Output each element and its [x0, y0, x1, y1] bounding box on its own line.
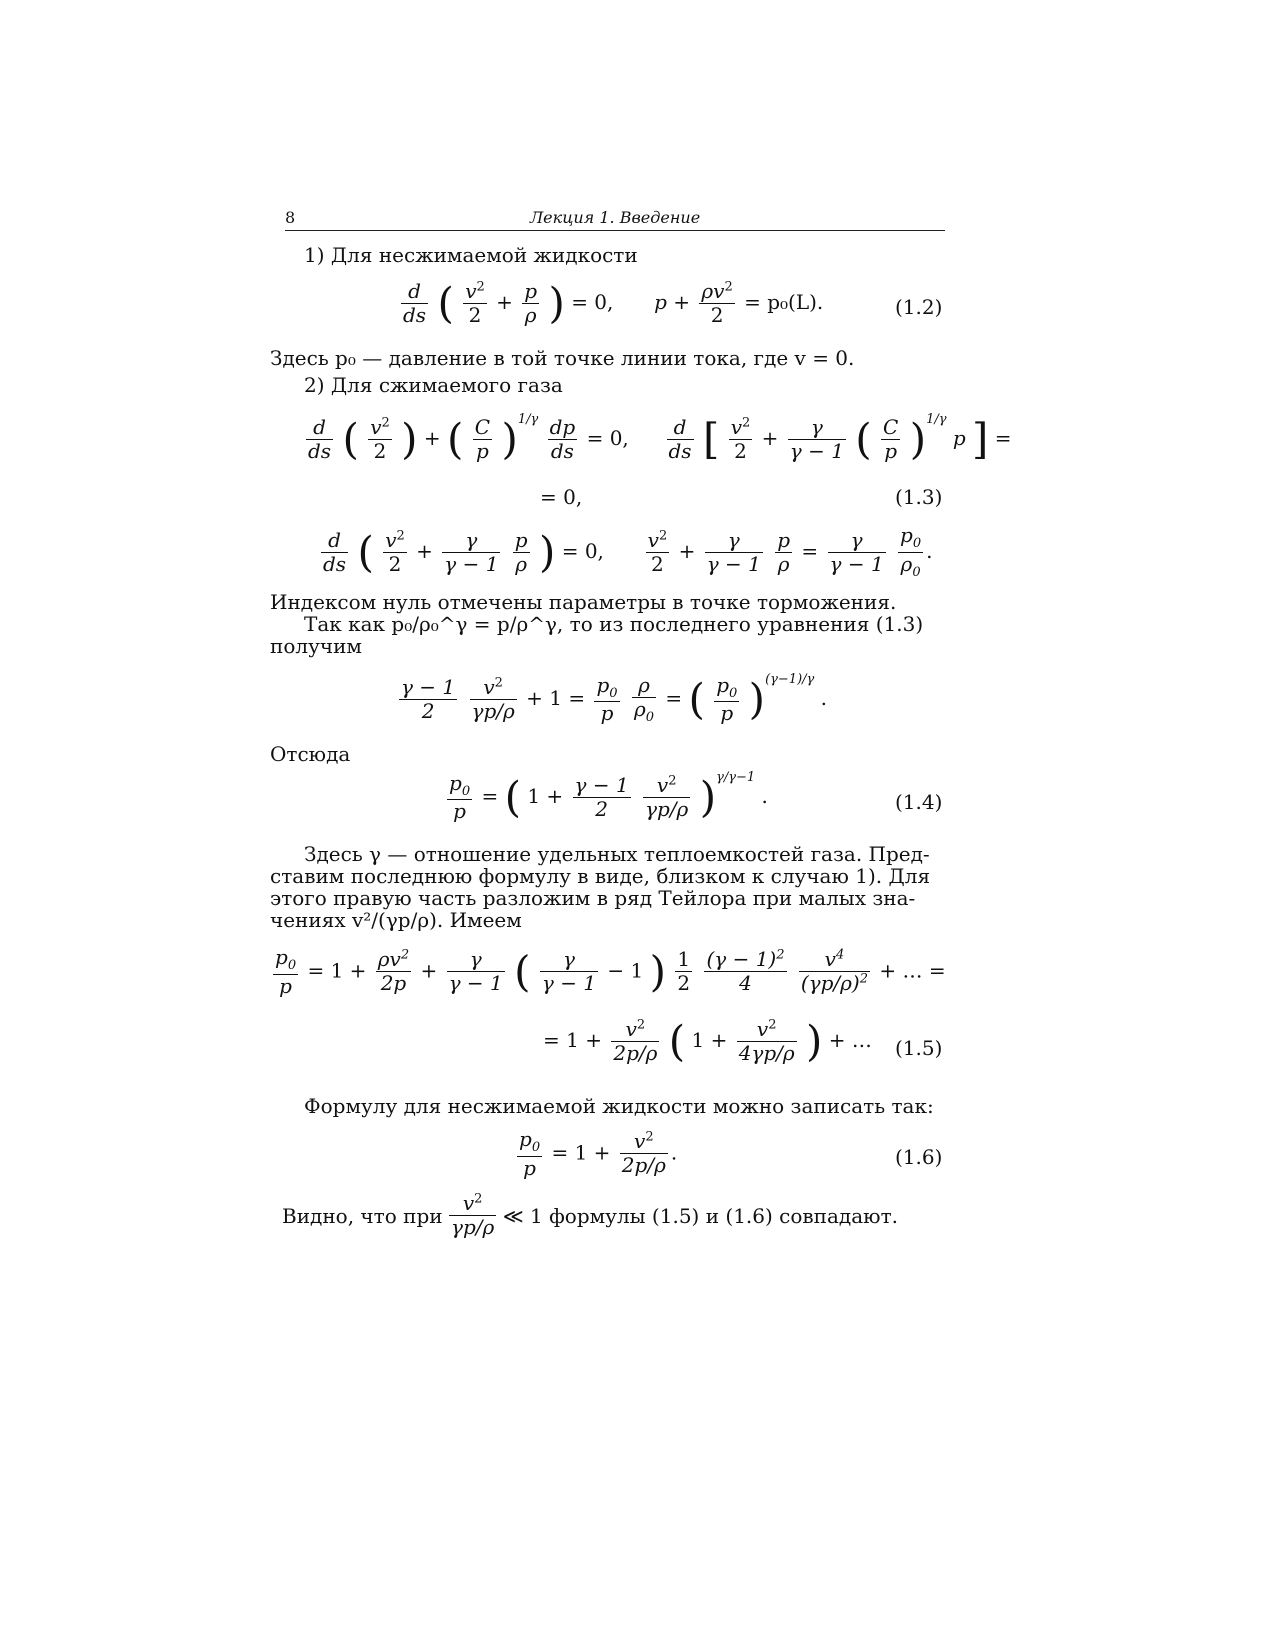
gamma-minus-1: γ − 1: [789, 439, 844, 463]
equation-1-3-line-3: $\frac{d}{ds}$ ( $\frac{v^2}{2}$ + $\frac{\gamma}{\gamma - 1}$ $\frac{p}{\rho}$ ) = 0, $\frac{v^2}{2}$ + $\frac{\gamma}{\gamma - 1}$ $\frac{p}{\rho}$ = $\frac{\gamma}{\gamma - 1}$ $\frac{p_0}{\rho_0}$ .: [323, 523, 933, 580]
p: p: [279, 973, 292, 998]
plus: +: [496, 290, 513, 314]
gamma-p-rho: γp/ρ: [471, 699, 515, 723]
equals-zero: = 0,: [571, 290, 614, 314]
gamma-minus-1: γ − 1: [829, 551, 884, 576]
plus: +: [761, 426, 779, 450]
rho-v: ρv: [701, 279, 725, 303]
final-line-end: ≪ 1 формулы (1.5) и (1.6) совпадают.: [502, 1203, 898, 1228]
frac-p-rho: [775, 529, 792, 576]
gamma: γ: [540, 948, 598, 972]
p: p: [523, 1155, 536, 1180]
v: v: [625, 1017, 637, 1041]
two-p-rho: 2p/ρ: [613, 1041, 658, 1065]
one: 1: [527, 784, 541, 808]
p: p: [900, 523, 913, 547]
ellipsis-equals: + … =: [879, 958, 946, 983]
bracket-close: ]: [972, 414, 989, 464]
rho: ρ: [515, 551, 528, 576]
frac-gm1-2: [399, 676, 457, 723]
v: v: [824, 947, 836, 972]
v: v: [634, 1129, 646, 1154]
running-header: [285, 208, 945, 231]
gamma-p-rho: (γp/ρ): [800, 971, 860, 996]
frac-gm1sq-4: $\frac{(\gamma - 1)^2}{4}$: [706, 947, 785, 996]
two: 2: [468, 303, 482, 327]
two: 2: [388, 551, 402, 576]
two-p-rho: 2p/ρ: [621, 1153, 666, 1178]
rho: ρ: [900, 551, 913, 576]
two: 2: [677, 971, 691, 996]
plus: +: [416, 538, 433, 563]
equation-1-6: $\frac{p_0}{p}$ = 1 + $\frac{v^2}{2p/\rho}$ .: [519, 1127, 678, 1180]
dp: dp: [549, 415, 576, 439]
gamma-minus-1: γ − 1: [706, 551, 761, 576]
v: v: [656, 773, 669, 797]
paren-open: (: [855, 414, 872, 464]
gamma-p-rho: γp/ρ: [451, 1215, 495, 1239]
ds: ds: [550, 439, 574, 463]
eq-number-1-3: (1.3): [895, 485, 943, 509]
paren-open: (: [342, 414, 359, 464]
rho: ρ: [632, 674, 656, 698]
frac-p0-p: $\frac{p_0}{p}$: [519, 1127, 541, 1180]
equals-zero: = 0,: [561, 538, 604, 563]
frac-d-ds: [667, 416, 694, 463]
equation-1-5-line-1: [270, 946, 946, 998]
ds: ds: [668, 439, 692, 463]
equals-zero: = 0,: [586, 426, 629, 450]
equation-pressure-ratio: $\frac{\gamma - 1}{2}$ $\frac{v^2}{\gamma p/\rho}$ + 1 = $\frac{p_0}{p}$ $\frac{\rho}{\rho_0}$ = ( $\frac{p_0}{p}$ )$^{(\gamma-1)/\gamma}$ .: [401, 672, 828, 726]
frac-gamma: [442, 529, 500, 576]
p: p: [449, 770, 462, 795]
eq-number-1-4: (1.4): [895, 790, 943, 814]
frac-v2-2: $\frac{v^2}{2}$: [465, 279, 485, 327]
ellipsis: + …: [828, 1028, 872, 1052]
gamma-paragraph-line-3: этого правую часть разложим в ряд Тейлора при малых зна-: [270, 886, 916, 910]
frac-p0-p: $\frac{p_0}{p}$: [596, 672, 618, 726]
gamma-paragraph-line-1: Здесь γ — отношение удельных теплоемкостей газа. Пред-: [304, 842, 930, 866]
frac-p0-p: $\frac{p_0}{p}$: [449, 770, 471, 824]
frac-v2-gprho: $\frac{v^2}{\gamma p/\rho}$: [645, 773, 689, 821]
frac-p0-p: $\frac{p_0}{p}$: [275, 945, 297, 998]
gamma-minus-1: γ − 1: [448, 971, 503, 996]
p: p: [453, 799, 466, 824]
p0-definition: Здесь p₀ — давление в той точке линии тока, где v = 0.: [270, 346, 855, 370]
frac-gamma: [788, 416, 846, 463]
frac-d-ds: [306, 416, 333, 463]
paren-close: ): [401, 414, 418, 464]
paren-open: (: [357, 527, 374, 577]
C: C: [883, 415, 899, 439]
paren-close: ): [699, 772, 717, 822]
d: d: [667, 416, 694, 440]
one: 1: [330, 958, 344, 983]
equals: =: [481, 784, 499, 808]
frac-C-p: [473, 416, 492, 463]
plus: +: [673, 290, 691, 314]
frac-gm1-2: [573, 774, 631, 821]
gamma: γ: [828, 529, 886, 553]
eq-number-1-2: (1.2): [895, 295, 943, 319]
gamma: γ: [442, 529, 500, 553]
plus: +: [585, 1028, 602, 1052]
plus: +: [423, 426, 441, 450]
equals: =: [543, 1028, 560, 1052]
paren-open: (: [668, 1016, 686, 1066]
plus: +: [420, 958, 438, 983]
rho: ρ: [524, 303, 537, 327]
equation-1-5-line-2: [543, 1018, 872, 1065]
d: d: [321, 529, 348, 553]
otsyuda-text: Отсюда: [270, 742, 351, 766]
gamma: γ: [705, 529, 763, 553]
gamma-minus-1: γ − 1: [401, 675, 456, 699]
p: p: [600, 701, 614, 726]
one: 1: [574, 1140, 588, 1165]
gamma: γ: [788, 416, 846, 440]
p: p: [519, 1127, 532, 1151]
frac-p-rho: [522, 280, 539, 327]
equation-1-2: [398, 280, 823, 327]
two: 2: [595, 797, 608, 821]
exponent: γ/γ−1: [716, 770, 756, 785]
p: p: [952, 426, 966, 450]
frac-gamma: [540, 948, 598, 995]
paren-close: ): [501, 414, 518, 464]
bracket-open: [: [702, 414, 720, 464]
gamma-minus-1: (γ − 1): [706, 947, 777, 972]
four-gamma-p-rho: 4γp/ρ: [738, 1041, 795, 1065]
one: 1: [630, 958, 644, 983]
p: p: [720, 701, 734, 726]
gamma-minus-1: γ − 1: [574, 773, 629, 797]
plus: +: [526, 686, 543, 710]
frac-v2-2prho: $\frac{v^2}{2p/\rho}$: [613, 1017, 658, 1065]
two: 2: [651, 551, 664, 576]
equals: =: [801, 538, 819, 563]
frac-v2-gprho: $\frac{v^2}{\gamma p/\rho}$: [451, 1191, 495, 1239]
plus: +: [593, 1140, 611, 1165]
v: v: [465, 279, 477, 303]
paren-close: ): [806, 1016, 823, 1066]
eq-number-1-5: (1.5): [895, 1036, 943, 1060]
gamma: γ: [447, 948, 505, 972]
p: p: [777, 527, 791, 552]
equals: =: [665, 686, 683, 710]
p: p: [275, 945, 288, 969]
v: v: [370, 415, 382, 439]
frac-p0-rho0: $\frac{p_0}{\rho_0}$: [900, 523, 922, 580]
frac-v2-2prho: $\frac{v^2}{2p/\rho}$: [621, 1129, 666, 1178]
gamma-minus-1: γ − 1: [444, 551, 499, 576]
frac-1-2: [675, 948, 692, 995]
exponent: 1/γ: [517, 412, 539, 427]
plus: +: [710, 1028, 728, 1052]
final-line-start: Видно, что при: [282, 1203, 443, 1228]
running-title: Лекция 1. Введение: [529, 208, 701, 227]
paren-open: (: [688, 674, 705, 724]
item-1-text: 1) Для несжимаемой жидкости: [304, 243, 638, 267]
C: C: [474, 415, 491, 439]
frac-v2-2: $\frac{v^2}{2}$: [385, 527, 405, 576]
v: v: [756, 1017, 769, 1041]
gamma-minus-1: γ − 1: [541, 971, 597, 996]
v: v: [730, 415, 742, 439]
equation-1-3-line-1: [303, 412, 1012, 463]
frac-gamma: [447, 948, 505, 995]
v: v: [385, 527, 397, 552]
p: p: [596, 672, 610, 697]
plus: +: [678, 538, 696, 563]
frac-p-rho: [513, 529, 530, 576]
equals: =: [994, 426, 1012, 450]
gamma-paragraph-line-4: чениях v²/(γp/ρ). Имеем: [270, 908, 522, 932]
ds: ds: [323, 551, 347, 576]
eq-number-1-6: (1.6): [895, 1145, 943, 1169]
equation-1-3-line-2: = 0,: [540, 485, 583, 509]
two: 2: [710, 303, 724, 327]
rho: ρ: [633, 696, 646, 721]
frac-C-p: [881, 416, 900, 463]
frac-v2-2: $\frac{v^2}{2}$: [370, 415, 390, 463]
tak-kak-line-1: Так как p₀/ρ₀^γ = p/ρ^γ, то из последнего уравнения (1.3): [304, 612, 924, 636]
minus: −: [607, 958, 625, 983]
final-line: [282, 1192, 898, 1239]
gamma-p-rho: γp/ρ: [645, 797, 689, 821]
frac-gamma: [828, 529, 886, 576]
tak-kak-line-2: получим: [270, 634, 362, 658]
paren-open: (: [514, 946, 531, 996]
frac-gamma: [705, 529, 763, 576]
paren-open: (: [504, 772, 521, 822]
stagnation-text: Индексом нуль отмечены параметры в точке торможения.: [270, 590, 897, 614]
formula-incompressible-text: Формулу для несжимаемой жидкости можно записать так:: [304, 1094, 934, 1118]
p: p: [884, 439, 898, 463]
frac-p0-p: $\frac{p_0}{p}$: [716, 672, 738, 726]
v: v: [647, 527, 659, 552]
two: 2: [373, 439, 387, 463]
four: 4: [739, 971, 752, 996]
equals: =: [307, 958, 325, 983]
p0-of-L: = p₀(L).: [744, 290, 824, 314]
two: 2: [734, 439, 747, 463]
one: 1: [566, 1028, 579, 1052]
exponent: 1/γ: [926, 412, 947, 427]
item-2-text: 2) Для сжимаемого газа: [304, 373, 563, 397]
equals: =: [568, 686, 586, 710]
frac-v2-2: $\frac{v^2}{2}$: [730, 415, 751, 463]
rho: ρ: [777, 551, 790, 576]
paren-open: (: [437, 278, 454, 328]
v: v: [462, 1191, 475, 1215]
p: p: [514, 527, 528, 552]
p: p: [716, 672, 730, 697]
frac-v2-2: $\frac{v^2}{2}$: [647, 527, 668, 576]
numerator: d: [306, 416, 333, 440]
frac-dp-ds: [548, 416, 578, 463]
paren-close: ): [909, 414, 927, 464]
two-p: 2p: [380, 971, 407, 996]
equals: =: [551, 1140, 569, 1165]
plus: +: [349, 958, 367, 983]
p: p: [476, 439, 489, 463]
denominator: ds: [308, 439, 332, 463]
frac-d-ds: [401, 280, 428, 327]
frac-rho-rho0: $\frac{\rho}{\rho_0}$: [633, 672, 654, 725]
paren-open: (: [447, 414, 464, 464]
one: 1: [677, 947, 691, 972]
frac-v4-gprhosq: $\frac{v^4}{(\gamma p/\rho)^2}$: [800, 947, 869, 996]
frac-d-ds: [321, 529, 348, 576]
rho-v: ρv: [377, 947, 401, 972]
equation-1-4: $\frac{p_0}{p}$ = ( 1 + $\frac{\gamma - 1}{2}$ $\frac{v^2}{\gamma p/\rho}$ )$^{\gamma/\gamma-1}$ .: [449, 770, 768, 824]
paren-close: ): [649, 946, 667, 996]
denominator: ds: [403, 303, 427, 327]
one: 1: [691, 1028, 705, 1052]
numerator: d: [401, 280, 428, 304]
one: 1: [549, 686, 562, 710]
frac-rho-v2-2: $\frac{\rho v^2}{2}$: [701, 279, 733, 327]
frac-v2-gprho: $\frac{v^2}{\gamma p/\rho}$: [471, 675, 515, 723]
frac-rhov2-2p: $\frac{\rho v^2}{2p}$: [377, 947, 410, 996]
plus: +: [546, 784, 564, 808]
paren-close: ): [548, 278, 565, 328]
gamma-paragraph-line-2: ставим последнюю формулу в виде, близком к случаю 1). Для: [270, 864, 931, 888]
page-number: 8: [285, 208, 296, 227]
p: p: [524, 279, 538, 303]
exponent: (γ−1)/γ: [765, 672, 815, 687]
p: p: [654, 290, 667, 314]
v: v: [483, 675, 495, 699]
paren-close: ): [538, 527, 556, 577]
paren-close: ): [748, 674, 766, 724]
frac-v2-4gprho: $\frac{v^2}{4\gamma p/\rho}$: [738, 1017, 795, 1065]
two: 2: [421, 699, 435, 723]
